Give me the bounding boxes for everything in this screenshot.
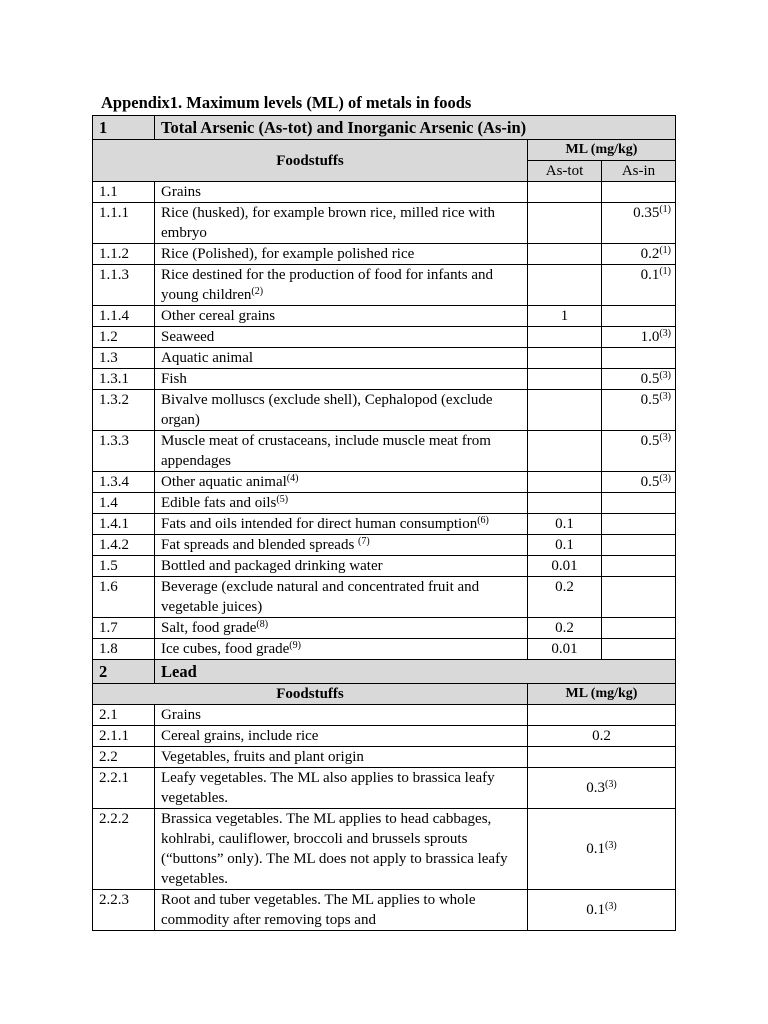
- value: 0.5: [640, 433, 660, 449]
- astot-value: [528, 618, 602, 639]
- ml-value: [528, 890, 676, 931]
- footnote-ref: (1): [659, 204, 671, 215]
- ml-value: [528, 705, 676, 726]
- value: 1.0: [640, 329, 660, 345]
- astot-header: As-tot: [528, 161, 602, 182]
- footnote-ref: (3): [659, 432, 671, 443]
- table-row: [93, 348, 676, 369]
- document-title: Appendix1. Maximum levels (ML) of metals in foods: [101, 93, 472, 112]
- value: 0.01: [551, 641, 578, 657]
- foodstuff-name: [155, 306, 528, 327]
- table-row: [93, 514, 676, 535]
- item-number: 1.3: [93, 348, 155, 369]
- item-number: 1.3.2: [93, 390, 155, 431]
- foodstuff-text: Bivalve molluscs (exclude shell), Cephalopod (exclude organ): [161, 392, 493, 428]
- section-title: Total Arsenic (As-tot) and Inorganic Arsenic (As-in): [155, 116, 676, 140]
- value: 0.2: [592, 728, 611, 744]
- foodstuff-name: [155, 244, 528, 265]
- asin-value: [602, 472, 676, 493]
- value: 0.1: [555, 516, 574, 532]
- table-row: [93, 768, 676, 809]
- item-number: 1.4.1: [93, 514, 155, 535]
- foodstuff-name: [155, 514, 528, 535]
- table-row: [93, 493, 676, 514]
- foodstuff-text: Other cereal grains: [161, 308, 276, 324]
- value: 0.1: [586, 841, 606, 857]
- table-row: [93, 809, 676, 890]
- arsenic-rows: [93, 182, 676, 660]
- foodstuff-name: [155, 472, 528, 493]
- value: 0.35: [633, 205, 660, 221]
- foodstuff-name: [155, 390, 528, 431]
- asin-value: [602, 244, 676, 265]
- foodstuff-name: Leafy vegetables. The ML also applies to brassica leafy vegetables.: [155, 768, 528, 809]
- item-number: 1.2: [93, 327, 155, 348]
- asin-value: [602, 369, 676, 390]
- astot-value: [528, 182, 602, 203]
- astot-value: [528, 348, 602, 369]
- value: 0.2: [555, 579, 574, 595]
- table-row: [93, 203, 676, 244]
- item-number: 1.3.1: [93, 369, 155, 390]
- astot-value: [528, 493, 602, 514]
- table-row: [93, 265, 676, 306]
- foodstuff-name: [155, 556, 528, 577]
- asin-value: [602, 493, 676, 514]
- table-row: [93, 890, 676, 931]
- item-number: 2.2: [93, 747, 155, 768]
- foodstuff-text: Beverage (exclude natural and concentrated fruit and vegetable juices): [161, 579, 480, 615]
- foodstuff-text: Rice (husked), for example brown rice, milled rice with embryo: [161, 205, 496, 241]
- footnote-ref: (3): [605, 901, 617, 912]
- table-row: [93, 639, 676, 660]
- ml-header: ML (mg/kg): [528, 140, 676, 161]
- table-row: [93, 747, 676, 768]
- column-header-row: [93, 140, 676, 161]
- table-row: [93, 577, 676, 618]
- astot-value: [528, 265, 602, 306]
- foodstuff-text: Fats and oils intended for direct human consumption: [161, 516, 478, 532]
- ml-value: [528, 768, 676, 809]
- astot-value: [528, 535, 602, 556]
- section-number: 1: [93, 116, 155, 140]
- foodstuff-name: [155, 577, 528, 618]
- foodstuff-text: Muscle meat of crustaceans, include muscle meat from appendages: [161, 433, 491, 469]
- foodstuff-name: Root and tuber vegetables. The ML applies to whole commodity after removing tops and: [155, 890, 528, 931]
- item-number: 1.1.1: [93, 203, 155, 244]
- foodstuff-name: [155, 639, 528, 660]
- astot-value: [528, 203, 602, 244]
- table-row: [93, 244, 676, 265]
- astot-value: [528, 431, 602, 472]
- asin-value: [602, 390, 676, 431]
- item-number: 1.3.3: [93, 431, 155, 472]
- ml-value: [528, 747, 676, 768]
- asin-value: [602, 327, 676, 348]
- foodstuff-name: [155, 203, 528, 244]
- foodstuff-text: Bottled and packaged drinking water: [161, 558, 383, 574]
- value: 0.01: [551, 558, 578, 574]
- foodstuff-name: [155, 348, 528, 369]
- footnote-ref: (9): [289, 640, 301, 651]
- footnote-ref: (3): [659, 328, 671, 339]
- footnote-ref: (1): [659, 245, 671, 256]
- item-number: 1.3.4: [93, 472, 155, 493]
- item-number: 2.2.1: [93, 768, 155, 809]
- footnote-ref: (3): [659, 391, 671, 402]
- astot-value: [528, 390, 602, 431]
- asin-value: [602, 535, 676, 556]
- foodstuffs-header: Foodstuffs: [93, 140, 528, 182]
- footnote-ref: (2): [251, 286, 264, 297]
- foodstuff-text: Rice destined for the production of food for infants and young children: [161, 267, 493, 303]
- section-title: Lead: [155, 660, 676, 684]
- item-number: 1.4: [93, 493, 155, 514]
- footnote-ref: (5): [276, 494, 289, 505]
- item-number: 2.1: [93, 705, 155, 726]
- lead-rows: [93, 705, 676, 931]
- asin-value: [602, 577, 676, 618]
- section-number: 2: [93, 660, 155, 684]
- astot-value: [528, 327, 602, 348]
- astot-value: [528, 556, 602, 577]
- astot-value: [528, 244, 602, 265]
- value: 0.2: [555, 620, 574, 636]
- column-header-row: [93, 684, 676, 705]
- ml-header: ML (mg/kg): [528, 684, 676, 705]
- foodstuff-name: [155, 369, 528, 390]
- asin-value: [602, 306, 676, 327]
- foodstuff-text: Fish: [161, 371, 187, 387]
- foodstuff-text: Edible fats and oils: [161, 495, 277, 511]
- footnote-ref: (4): [286, 473, 299, 484]
- foodstuff-text: Other aquatic animal: [161, 474, 287, 490]
- astot-value: [528, 639, 602, 660]
- foodstuff-text: Fat spreads and blended spreads: [161, 537, 359, 553]
- item-number: 1.6: [93, 577, 155, 618]
- asin-value: [602, 618, 676, 639]
- footnote-ref: (3): [605, 840, 617, 851]
- value: 0.5: [640, 474, 660, 490]
- table-row: [93, 182, 676, 203]
- astot-value: [528, 306, 602, 327]
- value: 0.3: [586, 780, 606, 796]
- value: 0.1: [555, 537, 574, 553]
- foodstuff-name: [155, 535, 528, 556]
- foodstuff-name: Vegetables, fruits and plant origin: [155, 747, 528, 768]
- asin-value: [602, 556, 676, 577]
- ml-value: [528, 726, 676, 747]
- astot-value: [528, 369, 602, 390]
- value: 0.5: [640, 371, 660, 387]
- item-number: 1.1.4: [93, 306, 155, 327]
- footnote-ref: (8): [256, 619, 269, 630]
- section-header-arsenic: [93, 116, 676, 140]
- item-number: 1.7: [93, 618, 155, 639]
- footnote-ref: (6): [477, 515, 489, 526]
- astot-value: [528, 577, 602, 618]
- foodstuffs-header: Foodstuffs: [93, 684, 528, 705]
- asin-value: [602, 348, 676, 369]
- value: 1: [560, 308, 569, 324]
- foodstuff-name: [155, 493, 528, 514]
- foodstuff-name: [155, 618, 528, 639]
- foodstuff-name: [155, 265, 528, 306]
- item-number: 1.1: [93, 182, 155, 203]
- table-row: [93, 726, 676, 747]
- foodstuff-text: Rice (Polished), for example polished rice: [161, 246, 415, 262]
- table-row: [93, 556, 676, 577]
- asin-value: [602, 203, 676, 244]
- foodstuff-name: [155, 182, 528, 203]
- table-row: [93, 535, 676, 556]
- foodstuff-name: Cereal grains, include rice: [155, 726, 528, 747]
- table-row: [93, 369, 676, 390]
- foodstuff-text: Salt, food grade: [161, 620, 257, 636]
- foodstuff-text: Aquatic animal: [161, 350, 254, 366]
- table-row: [93, 705, 676, 726]
- asin-value: [602, 431, 676, 472]
- asin-value: [602, 514, 676, 535]
- footnote-ref: (3): [659, 473, 671, 484]
- foodstuff-text: Grains: [161, 184, 201, 200]
- item-number: 1.8: [93, 639, 155, 660]
- asin-value: [602, 265, 676, 306]
- foodstuff-text: Seaweed: [161, 329, 215, 345]
- value: 0.1: [640, 267, 660, 283]
- value: 0.1: [586, 902, 606, 918]
- metal-limits-table: [92, 115, 676, 931]
- footnote-ref: (7): [358, 536, 370, 547]
- item-number: 1.1.2: [93, 244, 155, 265]
- ml-value: [528, 809, 676, 890]
- item-number: 1.5: [93, 556, 155, 577]
- table-row: [93, 472, 676, 493]
- section-header-lead: [93, 660, 676, 684]
- item-number: 1.1.3: [93, 265, 155, 306]
- asin-value: [602, 182, 676, 203]
- foodstuff-name: [155, 431, 528, 472]
- table-row: [93, 618, 676, 639]
- table-row: [93, 306, 676, 327]
- astot-value: [528, 514, 602, 535]
- item-number: 1.4.2: [93, 535, 155, 556]
- value: 0.2: [640, 246, 660, 262]
- asin-value: [602, 639, 676, 660]
- astot-value: [528, 472, 602, 493]
- foodstuff-text: Ice cubes, food grade: [161, 641, 290, 657]
- foodstuff-name: Brassica vegetables. The ML applies to head cabbages, kohlrabi, cauliflower, broccoli and brussels sprouts (“buttons” only). The ML does not apply to brassica leafy vegetables.: [155, 809, 528, 890]
- value: 0.5: [640, 392, 660, 408]
- item-number: 2.1.1: [93, 726, 155, 747]
- table-row: [93, 390, 676, 431]
- table-row: [93, 431, 676, 472]
- footnote-ref: (3): [659, 370, 671, 381]
- item-number: 2.2.2: [93, 809, 155, 890]
- asin-header: As-in: [602, 161, 676, 182]
- table-row: [93, 327, 676, 348]
- foodstuff-name: [155, 327, 528, 348]
- footnote-ref: (3): [605, 779, 617, 790]
- foodstuff-name: Grains: [155, 705, 528, 726]
- footnote-ref: (1): [659, 266, 671, 277]
- item-number: 2.2.3: [93, 890, 155, 931]
